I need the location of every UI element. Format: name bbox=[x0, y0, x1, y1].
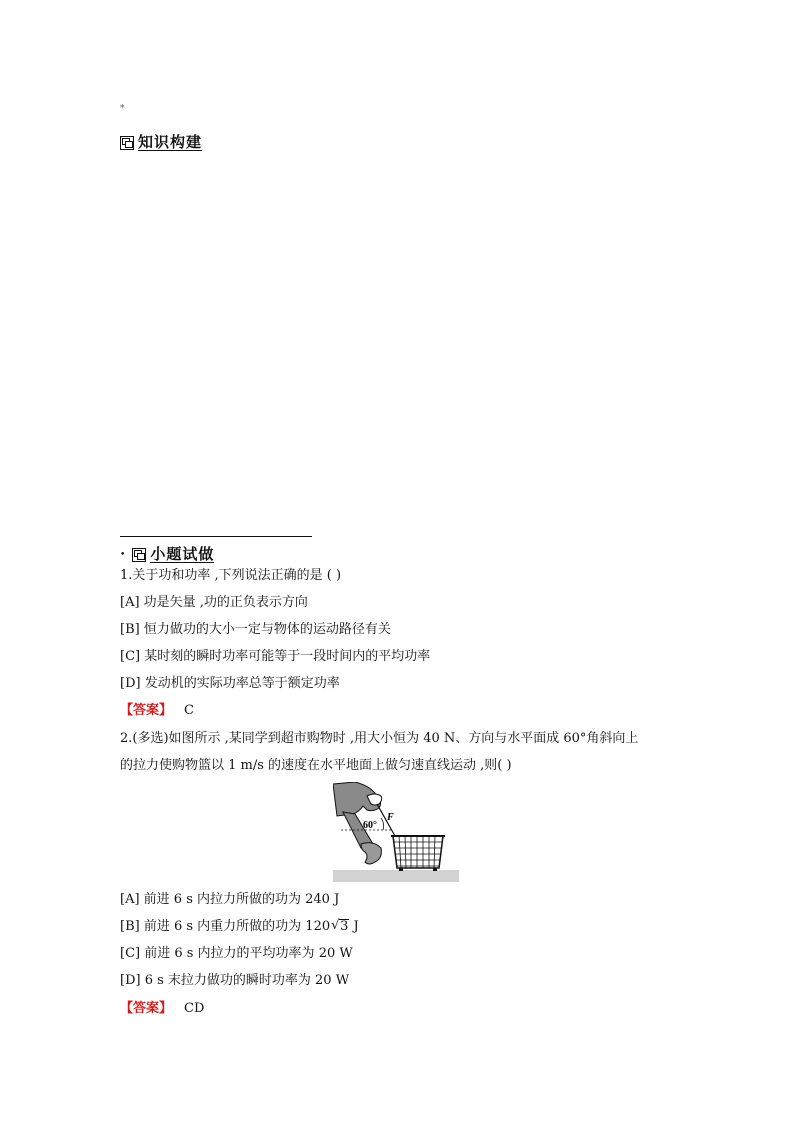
answer-label: 【答案】 bbox=[120, 1001, 173, 1016]
q1-option-a: [A] 功是矢量 ,功的正负表示方向 bbox=[120, 595, 308, 610]
angle-label: 60° bbox=[363, 820, 377, 831]
top-mark: * bbox=[120, 104, 125, 114]
q2-option-b-suffix: J bbox=[349, 919, 359, 934]
q1-option-c: [C] 某时刻的瞬时功率可能等于一段时间内的平均功率 bbox=[120, 649, 431, 664]
q2-option-b bbox=[120, 918, 359, 936]
q1-option-d: [D] 发动机的实际功率总等于额定功率 bbox=[120, 676, 340, 691]
shopping-basket-figure bbox=[333, 782, 461, 882]
q2-option-d: [D] 6 s 末拉力做功的瞬时功率为 20 W bbox=[120, 973, 350, 988]
q2-option-a: [A] 前进 6 s 内拉力所做的功为 240 J bbox=[120, 892, 340, 907]
basket-icon bbox=[391, 836, 445, 871]
q1-stem: 1.关于功和功率 ,下列说法正确的是 ( ) bbox=[120, 568, 342, 583]
q2-answer bbox=[120, 1000, 204, 1018]
q2-option-c: [C] 前进 6 s 内拉力的平均功率为 20 W bbox=[120, 946, 353, 961]
sqrt-symbol: √ 3 bbox=[331, 918, 349, 934]
section-icon bbox=[132, 548, 146, 562]
angle-arc bbox=[381, 818, 384, 830]
section-heading-knowledge bbox=[120, 134, 202, 151]
bullet: • bbox=[120, 549, 127, 560]
answer-value: CD bbox=[184, 1001, 205, 1016]
section-title: 知识构建 bbox=[138, 133, 203, 151]
q2-stem-line2: 的拉力使购物篮以 1 m/s 的速度在水平地面上做匀速直线运动 ,则( ) bbox=[120, 758, 512, 773]
shoe-shape bbox=[361, 843, 381, 864]
section-icon bbox=[120, 136, 134, 150]
answer-value: C bbox=[184, 703, 194, 718]
q2-stem-line1: 2.(多选)如图所示 ,某同学到超市购物时 ,用大小恒为 40 N、方向与水平面成 60°角斜向上 bbox=[120, 731, 639, 746]
answer-label: 【答案】 bbox=[120, 703, 173, 718]
q2-option-b-prefix: [B] 前进 6 s 内重力所做的功为 120 bbox=[120, 919, 331, 934]
force-label: F bbox=[387, 812, 394, 823]
q1-option-b: [B] 恒力做功的大小一定与物体的运动路径有关 bbox=[120, 622, 391, 637]
section-title: 小题试做 bbox=[150, 545, 215, 563]
floor-shape bbox=[333, 870, 459, 882]
sqrt-radicand: 3 bbox=[340, 919, 349, 934]
section-heading-practice bbox=[120, 546, 214, 563]
q1-answer bbox=[120, 702, 194, 720]
divider-rule bbox=[120, 536, 312, 537]
